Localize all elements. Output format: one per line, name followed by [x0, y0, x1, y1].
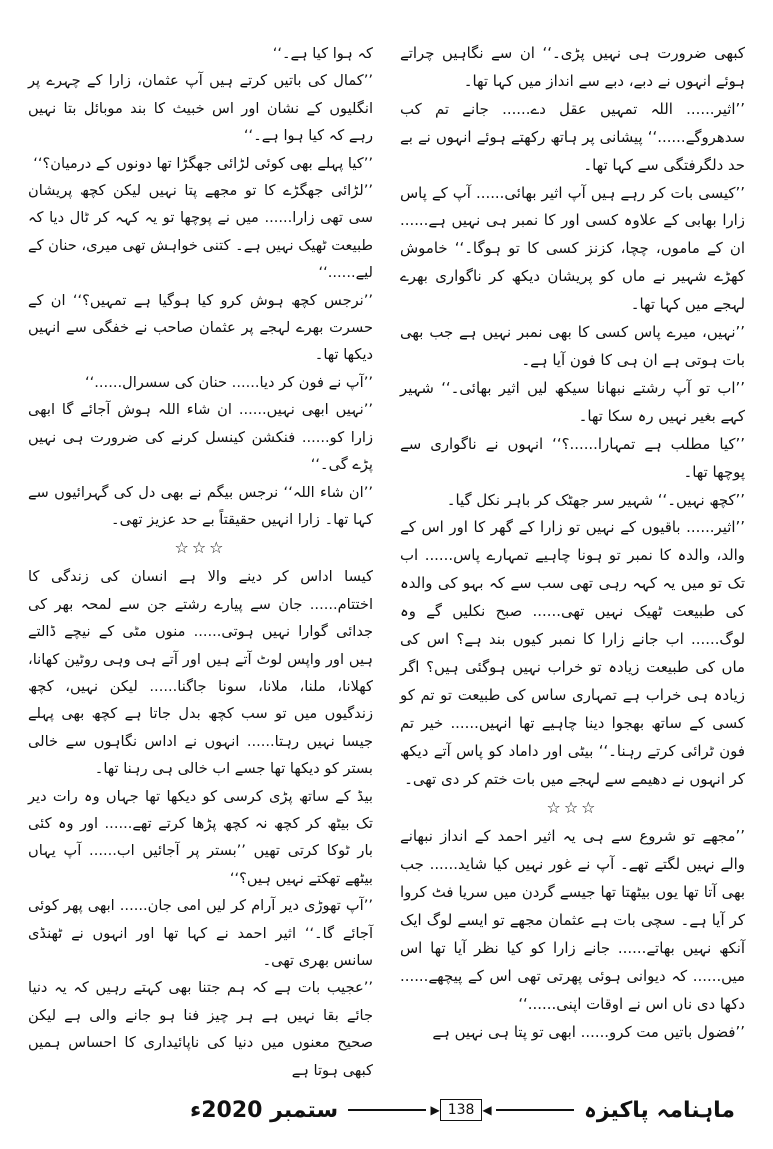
paragraph: ’’عجیب بات ہے کہ ہم جتنا بھی کہتے رہیں کہ یہ دنیا جائے بقا نہیں ہے ہر چیز فنا ہو جانے والی ہے لیکن صحیح معنوں میں دنیا کی ناپائیداری کا احساس ہمیں کبھی ہوتا ہے: [28, 979, 373, 1079]
footer-rule: [348, 1109, 426, 1111]
paragraph: ’’کچھ نہیں۔‘‘ شہیر سر جھٹک کر باہر نکل گیا۔: [446, 490, 745, 509]
paragraph: بیڈ کے ساتھ پڑی کرسی کو دیکھا تھا جہاں وہ رات دیر تک بیٹھ کر کچھ نہ کچھ پڑھا کرتے تھے...... اور وہ کئی بار ٹوکا کرتی تھیں ’’بستر پر آجائیں اب...... آپ یہاں بیٹھے تھکتے نہیں ہیں؟‘‘: [28, 787, 373, 887]
paragraph: ’’فضول باتیں مت کرو...... ابھی تو پتا ہی نہیں ہے: [432, 1022, 745, 1041]
page-footer: [190, 1092, 735, 1128]
paragraph: ’’نرجس کچھ ہوش کرو کیا ہوگیا ہے تمہیں؟‘‘ ان کے حسرت بھرے لہجے پر عثمان صاحب نے خفگی سے انہیں دیکھا تھا۔: [28, 291, 373, 364]
paragraph: ’’اثیر...... اللہ تمہیں عقل دے...... جانے تم کب سدھروگے......‘‘ پیشانی پر ہاتھ رکھتے ہوئے انہوں نے بے حد دلگرفتگی سے کہا تھا۔: [400, 99, 745, 174]
footer-rule: [496, 1109, 574, 1111]
paragraph: کیسا اداس کر دینے والا ہے انسان کی زندگی کا اختتام...... جان سے پیارے رشتے جن سے لمحہ بھر کی جدائی گوارا نہیں ہوتی...... منوں مٹی کے نیچے ڈالتے ہیں اور واپس لوٹ آتے ہیں اور آتے ہی وہی روٹین کھانا، کھلانا، ملنا، ملانا، سونا جاگنا...... لیکن نہیں، کچھ زندگیوں میں تو سب کچھ بدل جاتا ہے کچھ بھی پہلے جیسا نہیں رہتا...... انہوں نے اداس نگاہوں سے خالی بستر کو دیکھا تھا جسے اب خالی ہی رہنا تھا۔: [28, 568, 373, 778]
paragraph: کہ ہوا کیا ہے۔‘‘: [272, 45, 373, 62]
paragraph: ’’مجھے تو شروع سے ہی یہ اثیر احمد کے انداز نبھانے والے نہیں لگتے تھے۔ آپ نے غور نہیں کیا شاید...... جب بھی آتا تھا یوں بیٹھتا تھا جیسے گردن میں سریا فٹ کروا کر آیا ہے۔ سچی بات ہے عثمان مجھے تو ایسے لوگ ایک آنکھ نہیں بھاتے...... جانے زارا کو کیا نظر آیا تھا اس میں...... کہ دیوانی ہوئی پھرتی تھی اس کے پیچھے...... دکھا دی ناں اس نے اوقات اپنی......‘‘: [400, 827, 745, 1013]
arrow-left-icon: ◀: [482, 1103, 492, 1117]
magazine-title: ماہنامہ پاکیزہ: [583, 1097, 735, 1123]
arrow-right-icon: ▶: [430, 1103, 440, 1117]
paragraph: ’’ان شاء اللہ‘‘ نرجس بیگم نے بھی دل کی گہرائیوں سے کہا تھا۔ زارا انہیں حقیقتاً بے حد عزیز تھی۔: [28, 483, 373, 528]
paragraph: ’’اثیر...... باقیوں کے نہیں تو زارا کے گھر کا اور اس کے والد، والدہ کا نمبر تو ہونا چاہیے تمہارے پاس...... اب تک تو میں یہ کہہ رہی تھی سب سے کہ بہو کی والدہ کی طبیعت ٹھیک نہیں تھی...... صبح نکلیں گے وہ لوگ...... اب جانے زارا کا نمبر کیوں بند ہے؟ اس کی ماں کی طبیعت زیادہ تو خراب نہیں ہوگئی ہیں؟ اگر زیادہ ہی خراب ہے تمہاری ساس کی طبیعت تو تم کو کسی کے ساتھ بھجوا دینا چاہیے تھا انہیں...... خیر تم فون ٹرائی کرتے رہنا۔‘‘ بیٹی اور داماد کو پاس آتے دیکھ کر انہوں نے دھیمے سے لہجے میں بات ختم کر دی تھی۔: [400, 518, 745, 788]
paragraph: ’’لڑائی جھگڑے کا تو مجھے پتا نہیں لیکن کچھ پریشان سی تھی زارا...... میں نے پوچھا تو یہ کہہ کر ٹال دیا کہ طبیعت ٹھیک نہیں ہے۔ کتنی خواہش تھی میری، حنان کے لیے......‘‘: [28, 182, 373, 282]
left-column: [28, 40, 373, 1084]
paragraph: ’’نہیں، میرے پاس کسی کا بھی نمبر نہیں ہے جب بھی بات ہوتی ہے ان ہی کا فون آیا ہے۔: [400, 323, 745, 369]
paragraph: ’’اب تو آپ رشتے نبھانا سیکھ لیں اثیر بھائی۔‘‘ شہیر کہے بغیر نہیں رہ سکا تھا۔: [400, 378, 745, 425]
paragraph: ’’نہیں ابھی نہیں...... ان شاء اللہ ہوش آجائے گا ابھی زارا کو...... فنکشن کینسل کرنے کی ضرورت ہی نہیں پڑے گی۔‘‘: [28, 401, 373, 474]
issue-date: ستمبر 2020ء: [189, 1097, 339, 1123]
paragraph: ’’کیا پہلے بھی کوئی لڑائی جھگڑا تھا دونوں کے درمیان؟‘‘: [33, 154, 373, 172]
paragraph: ’’کیسی بات کر رہے ہیں آپ اثیر بھائی...... آپ کے پاس زارا بھابی کے علاوہ کسی اور کا نمبر ہی نہیں ہے...... ان کے ماموں، چچا، کزنز کسی کا تو ہوگا۔‘‘ خاموش کھڑے شہیر نے ماں کو پریشان دیکھ کر ناگواری بھرے لہجے میں کہا تھا۔: [400, 183, 745, 314]
section-separator: ☆☆☆: [174, 538, 227, 558]
page-number: 138: [440, 1099, 483, 1121]
paragraph: ’’کیا مطلب ہے تمہارا......؟‘‘ انہوں نے ناگواری سے پوچھا تھا۔: [400, 434, 745, 481]
paragraph: ’’آپ نے فون کر دیا...... حنان کی سسرال......‘‘: [85, 373, 373, 391]
right-column: [400, 40, 745, 1047]
paragraph: ’’کمال کی باتیں کرتے ہیں آپ عثمان، زارا کے چہرے پر انگلیوں کے نشان اور اس خبیث کا بند موبائل بتا نہیں رہے کہ کیا ہوا ہے۔‘‘: [28, 72, 373, 145]
paragraph: کبھی ضرورت ہی نہیں پڑی۔‘‘ ان سے نگاہیں چراتے ہوئے انہوں نے دبے، دبے سے انداز میں کہا تھا۔: [400, 44, 745, 90]
section-separator: ☆☆☆: [546, 798, 599, 818]
paragraph: ’’آپ تھوڑی دیر آرام کر لیں امی جان...... ابھی پھر کوئی آجائے گا۔‘‘ اثیر احمد نے کہا تھا اور انہوں نے ٹھنڈی سانس بھری تھی۔: [28, 897, 373, 969]
